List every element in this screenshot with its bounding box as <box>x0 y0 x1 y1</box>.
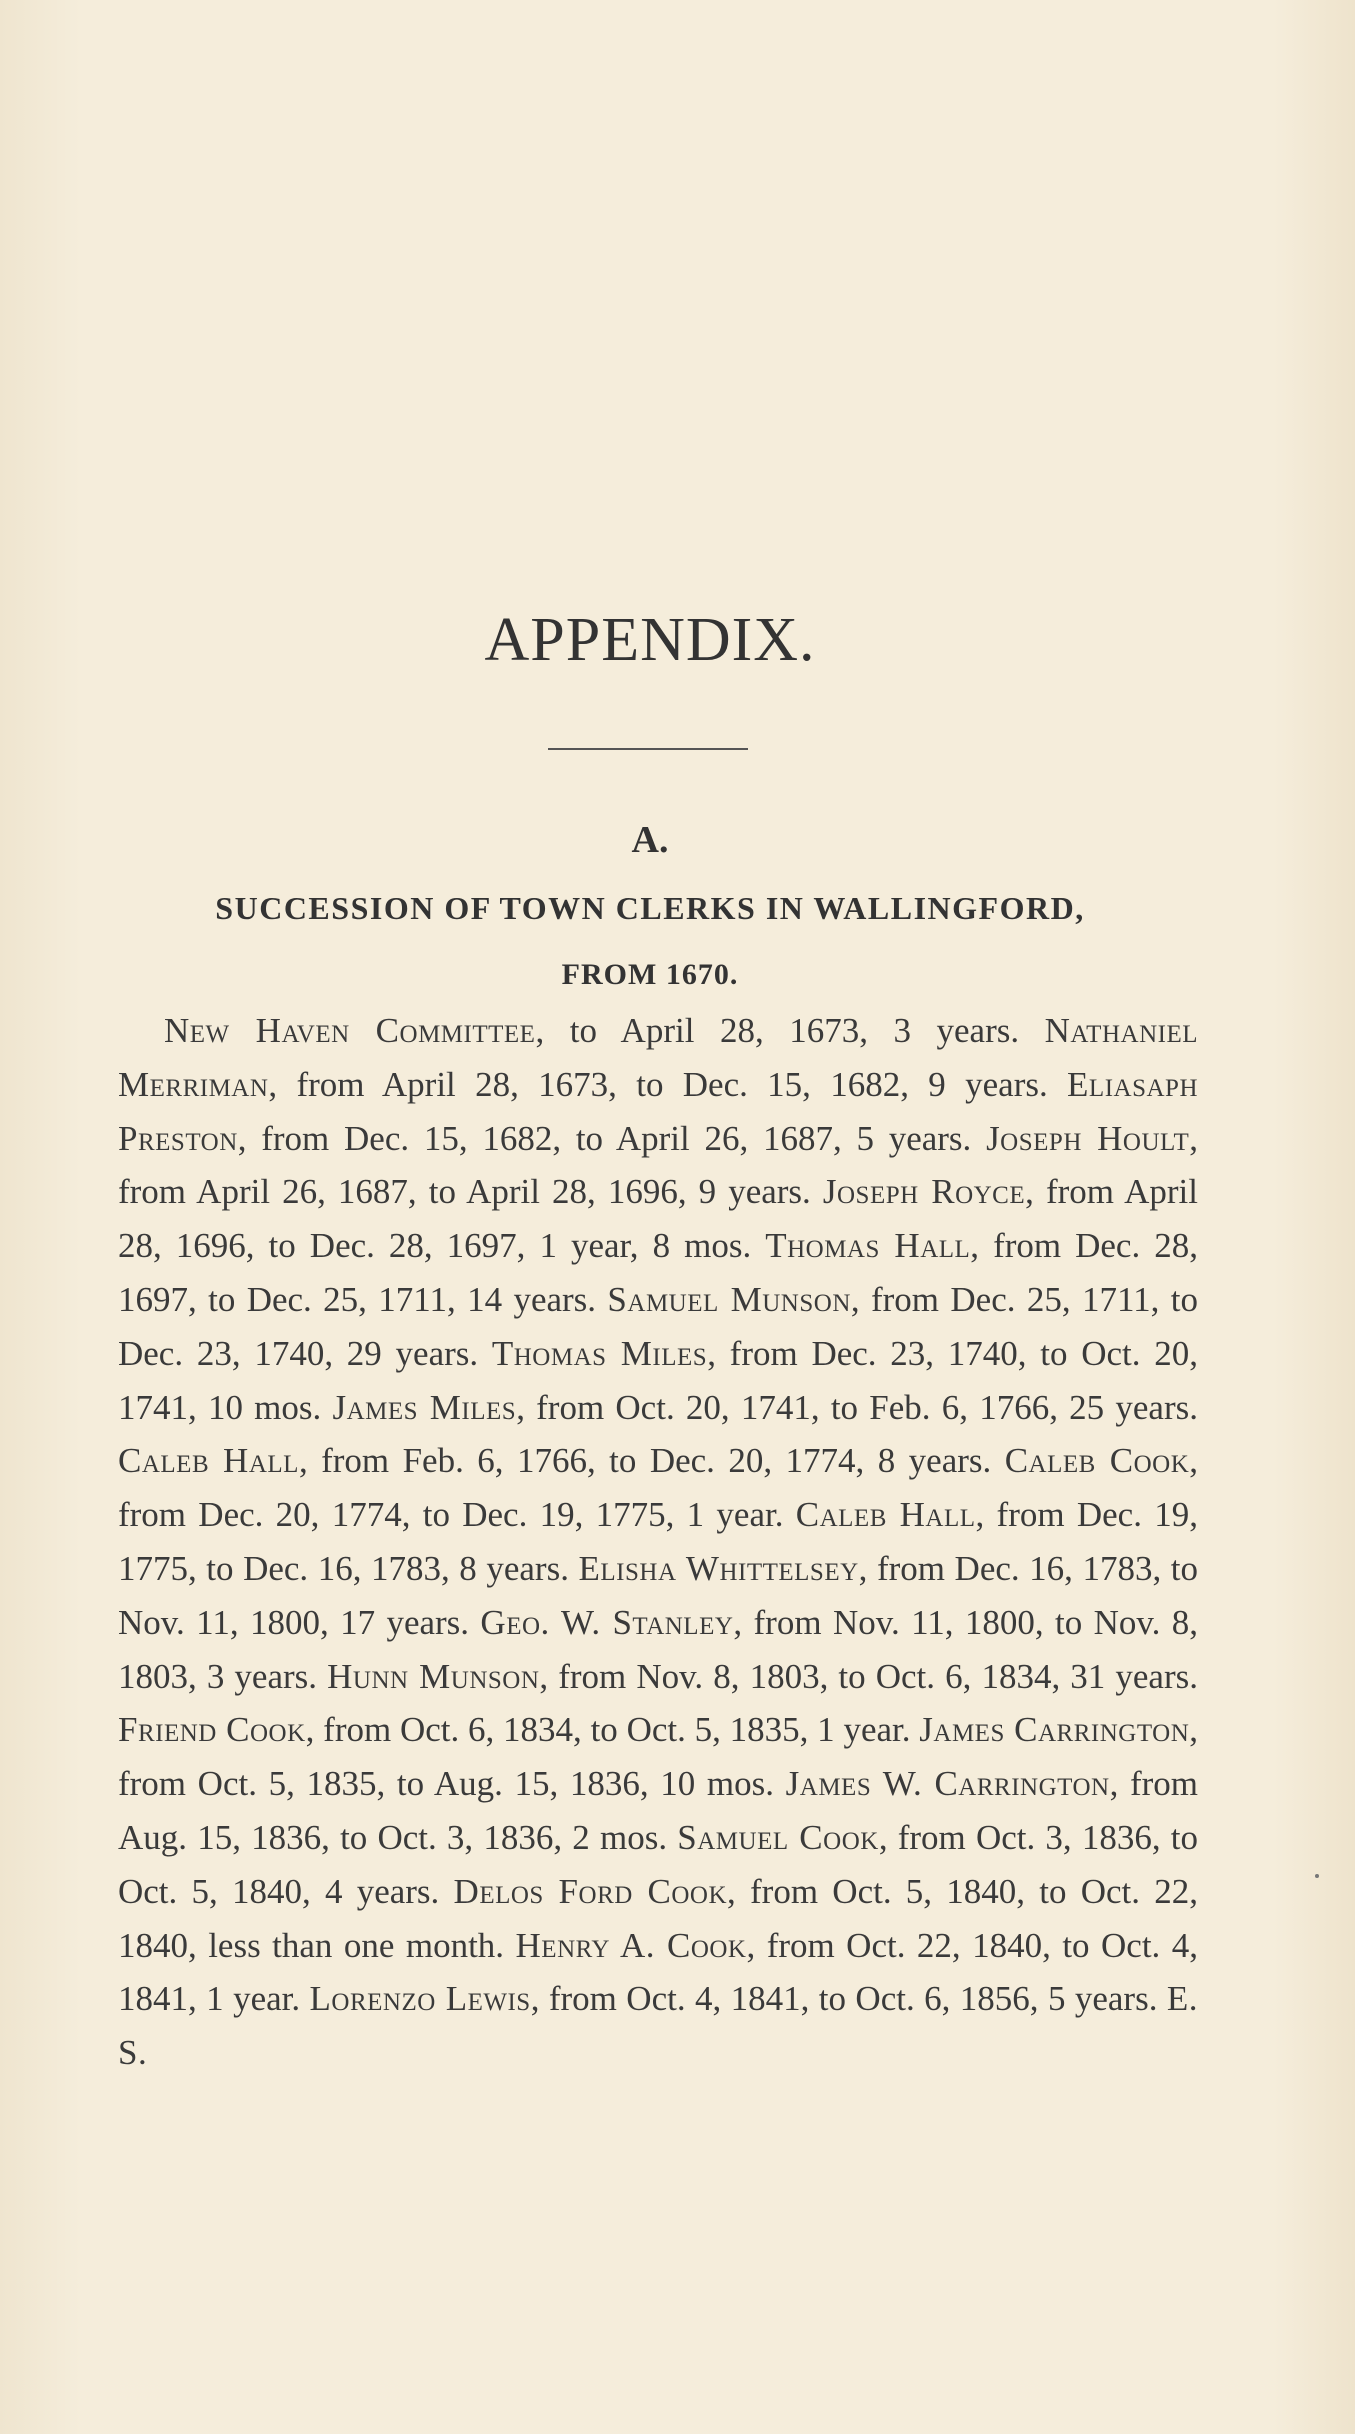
clerk-name: Thomas Miles <box>491 1333 708 1373</box>
clerk-name: James W. Carrington <box>785 1764 1110 1804</box>
clerk-name: Henry A. Cook <box>515 1925 747 1965</box>
clerk-name: Thomas Hall <box>765 1226 971 1266</box>
clerk-term: , from Nov. 11, 1800, to Nov. 8, 1803, 3 years. <box>118 1602 1198 1696</box>
speck-mark <box>1315 1874 1319 1878</box>
clerk-term: , from April 28, 1673, to Dec. 15, 1682, 9 years. <box>268 1064 1068 1104</box>
clerk-term: , from Dec. 15, 1682, to April 26, 1687, 5 years. <box>237 1118 987 1158</box>
clerk-term: , from April 26, 1687, to April 28, 1696, 9 years. <box>118 1118 1198 1212</box>
clerk-term: , from Feb. 6, 1766, to Dec. 20, 1774, 8 years. <box>298 1441 1005 1481</box>
section-subheading: FROM 1670. <box>561 958 739 991</box>
clerk-name: James Miles <box>332 1387 517 1427</box>
clerk-name: Samuel Cook <box>677 1817 879 1857</box>
clerk-name: Lorenzo Lewis <box>309 1979 531 2019</box>
clerk-name: Samuel Munson <box>607 1279 851 1319</box>
clerk-term: , from Dec. 25, 1711, to Dec. 23, 1740, 29 years. <box>118 1279 1198 1373</box>
clerk-name: Nathaniel Merriman <box>118 1011 1198 1104</box>
clerk-term: , from Dec. 19, 1775, to Dec. 16, 1783, 8 years. <box>118 1495 1198 1588</box>
clerk-name: E. S. <box>118 1979 1199 2073</box>
clerk-term: , from Dec. 16, 1783, to Nov. 11, 1800, 17 years. <box>118 1548 1199 1642</box>
clerk-term: , from Oct. 5, 1835, to Aug. 15, 1836, 10 mos. <box>118 1710 1198 1804</box>
clerk-term: , from Oct. 4, 1841, to Oct. 6, 1856, 5 years. <box>530 1979 1167 2019</box>
clerk-name: Elisha Whittelsey <box>578 1548 859 1588</box>
clerk-name: James Carrington <box>919 1710 1190 1750</box>
clerk-term: , from Aug. 15, 1836, to Oct. 3, 1836, 2 mos. <box>118 1764 1198 1857</box>
clerk-name: Caleb Hall <box>795 1495 976 1535</box>
clerk-term: , from April 28, 1696, to Dec. 28, 1697, 1 year, 8 mos. <box>118 1172 1198 1266</box>
title-divider <box>548 748 748 750</box>
clerk-term: , from Oct. 22, 1840, to Oct. 4, 1841, 1 year. <box>118 1925 1198 2019</box>
clerk-term: , from Dec. 28, 1697, to Dec. 25, 1711, 14 years. <box>118 1226 1198 1319</box>
clerk-name: Caleb Hall <box>118 1441 299 1481</box>
section-letter: A. <box>631 819 669 861</box>
clerk-term: , to April 28, 1673, 3 years. <box>535 1011 1045 1050</box>
clerk-term: , from Oct. 3, 1836, to Oct. 5, 1840, 4 years. <box>118 1817 1199 1911</box>
clerk-name: New Haven Committee <box>164 1011 536 1050</box>
clerk-name: Geo. W. Stanley <box>480 1602 734 1642</box>
clerk-name: Hunn Munson <box>327 1656 540 1696</box>
clerk-name: Friend Cook <box>118 1710 306 1750</box>
section-heading: SUCCESSION OF TOWN CLERKS IN WALLINGFORD, <box>215 890 1085 926</box>
clerk-term: , from Oct. 20, 1741, to Feb. 6, 1766, 25 years. <box>516 1387 1198 1427</box>
clerk-term: , from Oct. 6, 1834, to Oct. 5, 1835, 1 year. <box>305 1710 920 1750</box>
clerk-name: Caleb Cook <box>1004 1441 1190 1481</box>
clerk-name: Joseph Royce <box>822 1172 1026 1212</box>
page-title: APPENDIX. <box>484 606 816 674</box>
clerk-term: , from Oct. 5, 1840, to Oct. 22, 1840, less than one month. <box>118 1871 1198 1965</box>
clerk-term: , from Nov. 8, 1803, to Oct. 6, 1834, 31 years. <box>539 1656 1198 1696</box>
clerk-name: Joseph Hoult <box>986 1118 1190 1158</box>
town-clerks-paragraph <box>118 1004 1198 2080</box>
clerk-name: Eliasaph Preston <box>118 1064 1198 1158</box>
clerk-name: Delos Ford Cook <box>453 1871 728 1911</box>
clerk-term: , from Dec. 20, 1774, to Dec. 19, 1775, 1 year. <box>118 1441 1198 1535</box>
clerk-term: , from Dec. 23, 1740, to Oct. 20, 1741, 10 mos. <box>118 1333 1198 1427</box>
